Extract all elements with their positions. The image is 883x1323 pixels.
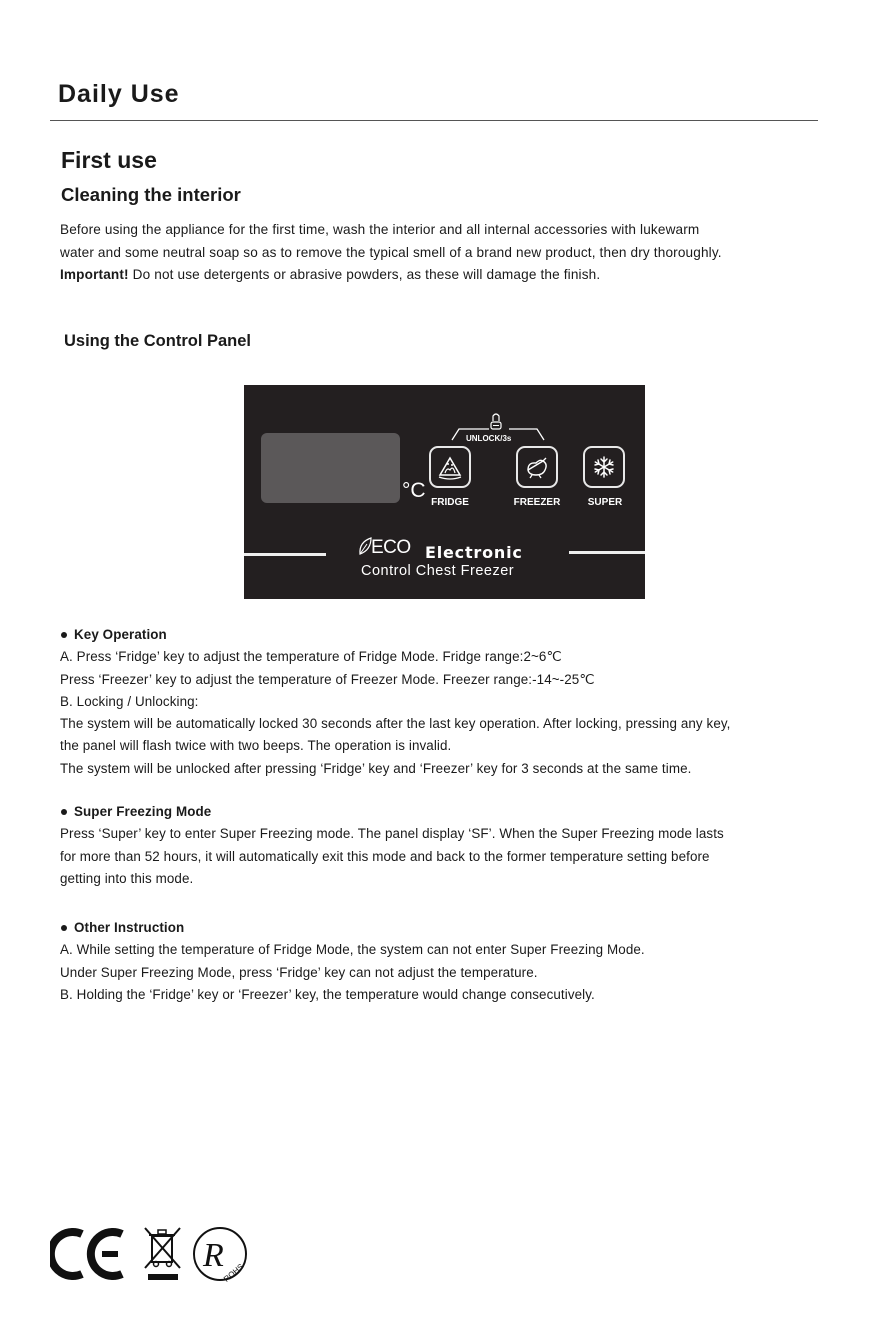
- super-freezing-section: [60, 801, 724, 890]
- super-button[interactable]: [583, 446, 625, 488]
- important-label: Important!: [60, 267, 129, 282]
- electronic-label: Electronic: [425, 543, 523, 562]
- key-operation-line: B. Locking / Unlocking:: [60, 693, 199, 709]
- bullet-icon: [61, 632, 67, 638]
- freezer-button[interactable]: [516, 446, 558, 488]
- page-title: Daily Use: [58, 80, 180, 108]
- other-instruction-line: A. While setting the temperature of Fridge Mode, the system can not enter Super Freezing Mode.: [60, 942, 645, 958]
- crossed-out-bin-icon: [142, 1224, 184, 1282]
- panel-left-line: [244, 553, 326, 556]
- first-use-heading: First use: [61, 147, 157, 173]
- panel-subtitle: Control Chest Freezer: [361, 563, 515, 579]
- super-freezing-line: getting into this mode.: [60, 870, 194, 886]
- important-note: [60, 264, 600, 287]
- control-panel-image: [244, 385, 645, 599]
- ce-mark-icon: [50, 1226, 126, 1282]
- cleaning-heading: Cleaning the interior: [61, 184, 241, 205]
- rohs-logo: [192, 1226, 250, 1284]
- key-operation-line: A. Press ‘Fridge’ key to adjust the temperature of Fridge Mode. Fridge range:2~6℃: [60, 649, 562, 665]
- panel-right-line: [569, 551, 645, 554]
- freezer-button-label: FREEZER: [513, 497, 561, 508]
- key-operation-line: The system will be automatically locked 30 seconds after the last key operation. After locking, pressing any key,: [60, 716, 731, 732]
- bullet-icon: [61, 809, 67, 815]
- other-instruction-title: Other Instruction: [74, 920, 185, 935]
- other-instruction-heading: [60, 917, 645, 939]
- rohs-text: ROHS: [221, 1261, 246, 1284]
- snowflake-icon: [591, 454, 617, 480]
- cleaning-line-2: water and some neutral soap so as to remove the typical smell of a brand new product, then dry thoroughly.: [60, 245, 722, 260]
- other-instruction-line: B. Holding the ‘Fridge’ key or ‘Freezer’ key, the temperature would change consecutively.: [60, 986, 595, 1002]
- super-freezing-line: for more than 52 hours, it will automatically exit this mode and back to the former temperature setting before: [60, 848, 710, 864]
- key-operation-line: The system will be unlocked after pressing ‘Fridge’ key and ‘Freezer’ key for 3 seconds at the same time.: [60, 760, 692, 776]
- fridge-button[interactable]: [429, 446, 471, 488]
- title-divider: [50, 120, 818, 121]
- fridge-mode-icon: [436, 453, 464, 481]
- key-operation-section: [60, 624, 731, 780]
- key-operation-line: Press ‘Freezer’ key to adjust the temperature of Freezer Mode. Freezer range:-14~-25℃: [60, 671, 595, 687]
- super-freezing-heading: [60, 801, 724, 823]
- control-panel-heading: Using the Control Panel: [64, 332, 252, 350]
- super-freezing-line: Press ‘Super’ key to enter Super Freezing mode. The panel display ‘SF’. When the Super Freezing mode lasts: [60, 826, 724, 842]
- fridge-button-label: FRIDGE: [431, 497, 469, 508]
- lock-icon: [489, 412, 503, 434]
- unlock-label: UNLOCK/3s: [466, 434, 512, 443]
- bullet-icon: [61, 925, 67, 931]
- super-button-label: SUPER: [587, 497, 623, 508]
- key-operation-heading: [60, 624, 731, 646]
- lcd-display: [261, 433, 400, 503]
- rohs-r-letter: R: [203, 1237, 224, 1274]
- key-operation-line: the panel will flash twice with two beeps. The operation is invalid.: [60, 738, 452, 754]
- cleaning-line-1: Before using the appliance for the first time, wash the interior and all internal accessories with lukewarm: [60, 222, 700, 237]
- other-instruction-line: Under Super Freezing Mode, press ‘Fridge’ key can not adjust the temperature.: [60, 964, 538, 980]
- eco-label: ECO: [371, 537, 411, 558]
- chicken-icon: [523, 453, 551, 481]
- super-freezing-title: Super Freezing Mode: [74, 804, 212, 819]
- other-instruction-section: [60, 917, 645, 1006]
- important-text: Do not use detergents or abrasive powders, as these will damage the finish.: [128, 267, 601, 282]
- degree-celsius-symbol: °C: [402, 479, 426, 502]
- key-operation-title: Key Operation: [74, 627, 167, 642]
